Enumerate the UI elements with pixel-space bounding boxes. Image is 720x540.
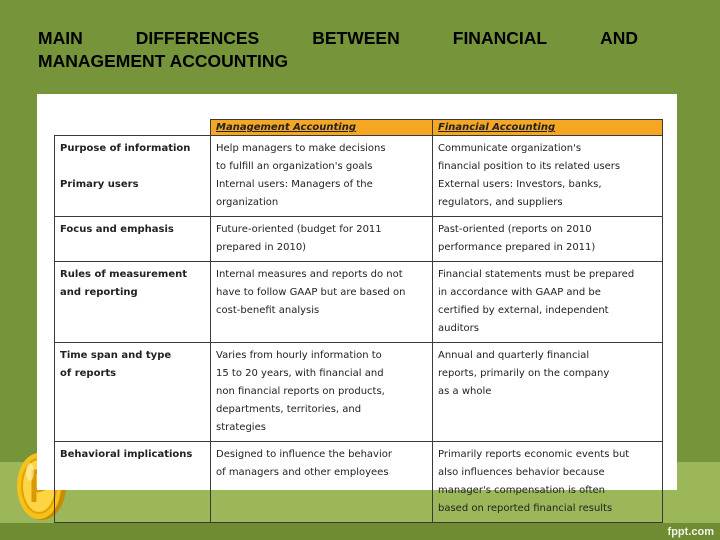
header-financial: Financial Accounting <box>433 120 663 136</box>
cell-line: 15 to 20 years, with financial and <box>216 368 384 379</box>
cell-line: organization <box>216 197 279 208</box>
title-word: MAIN <box>38 28 83 48</box>
cell-line: certified by external, independent <box>438 305 609 316</box>
title-line-2: MANAGEMENT ACCOUNTING <box>38 51 289 71</box>
row-label: Behavioral implications <box>55 442 211 523</box>
cell-line: Designed to influence the behavior <box>216 449 392 460</box>
cell-line: financial position to its related users <box>438 161 621 172</box>
management-cell <box>211 262 433 343</box>
row-label-text: Time span and type <box>60 350 172 361</box>
management-cell <box>211 136 433 217</box>
cell-line: cost-benefit analysis <box>216 305 320 316</box>
cell-line: strategies <box>216 422 266 433</box>
row-label <box>55 343 211 442</box>
row-label: Focus and emphasis <box>55 217 211 262</box>
cell-line: manager's compensation is often <box>438 485 605 496</box>
cell-line: of managers and other employees <box>216 467 389 478</box>
title-line-1 <box>38 27 638 50</box>
financial-cell <box>433 217 663 262</box>
financial-cell <box>433 262 663 343</box>
cell-line: Annual and quarterly financial <box>438 350 590 361</box>
cell-line: reports, primarily on the company <box>438 368 610 379</box>
row-label-text: Rules of measurement <box>60 269 188 280</box>
table-row <box>55 136 663 217</box>
row-label <box>55 262 211 343</box>
cell-line: Varies from hourly information to <box>216 350 382 361</box>
cell-line: in accordance with GAAP and be <box>438 287 601 298</box>
management-cell <box>211 442 433 523</box>
financial-cell <box>433 136 663 217</box>
comparison-table <box>54 119 663 523</box>
cell-line: have to follow GAAP but are based on <box>216 287 406 298</box>
footer-strip <box>0 523 720 540</box>
cell-line: non financial reports on products, <box>216 386 385 397</box>
cell-line: based on reported financial results <box>438 503 613 514</box>
row-label <box>55 136 211 217</box>
table-row <box>55 217 663 262</box>
cell-line: also influences behavior because <box>438 467 605 478</box>
row-label-text: of reports <box>60 368 117 379</box>
cell-line: Primarily reports economic events but <box>438 449 630 460</box>
management-cell <box>211 343 433 442</box>
cell-line: Past-oriented (reports on 2010 <box>438 224 592 235</box>
brand-label: fppt.com <box>667 526 714 538</box>
title-word: AND <box>600 28 638 48</box>
table-row <box>55 442 663 523</box>
comparison-card <box>37 94 677 514</box>
cell-line: Help managers to make decisions <box>216 143 386 154</box>
table-row <box>55 262 663 343</box>
header-management: Management Accounting <box>211 120 433 136</box>
table-header-row <box>55 120 663 136</box>
slide-title <box>38 27 638 73</box>
cell-line: Internal measures and reports do not <box>216 269 403 280</box>
title-word: BETWEEN <box>312 28 400 48</box>
cell-line: prepared in 2010) <box>216 242 307 253</box>
management-cell <box>211 217 433 262</box>
cell-line: Communicate organization's <box>438 143 582 154</box>
row-label-text: Primary users <box>60 179 139 190</box>
row-label-text: Purpose of information <box>60 143 191 154</box>
cell-line: departments, territories, and <box>216 404 362 415</box>
row-label-text: and reporting <box>60 287 138 298</box>
cell-line: performance prepared in 2011) <box>438 242 596 253</box>
cell-line: to fulfill an organization's goals <box>216 161 373 172</box>
table-row <box>55 343 663 442</box>
cell-line: as a whole <box>438 386 492 397</box>
title-word: DIFFERENCES <box>135 28 260 48</box>
cell-line: auditors <box>438 323 479 334</box>
cell-line: Financial statements must be prepared <box>438 269 635 280</box>
financial-cell <box>433 343 663 442</box>
title-word: FINANCIAL <box>452 28 548 48</box>
cell-line: Future-oriented (budget for 2011 <box>216 224 382 235</box>
cell-line: External users: Investors, banks, <box>438 179 602 190</box>
financial-cell <box>433 442 663 523</box>
cell-line: regulators, and suppliers <box>438 197 563 208</box>
header-blank-cell <box>55 120 211 136</box>
cell-line: Internal users: Managers of the <box>216 179 373 190</box>
